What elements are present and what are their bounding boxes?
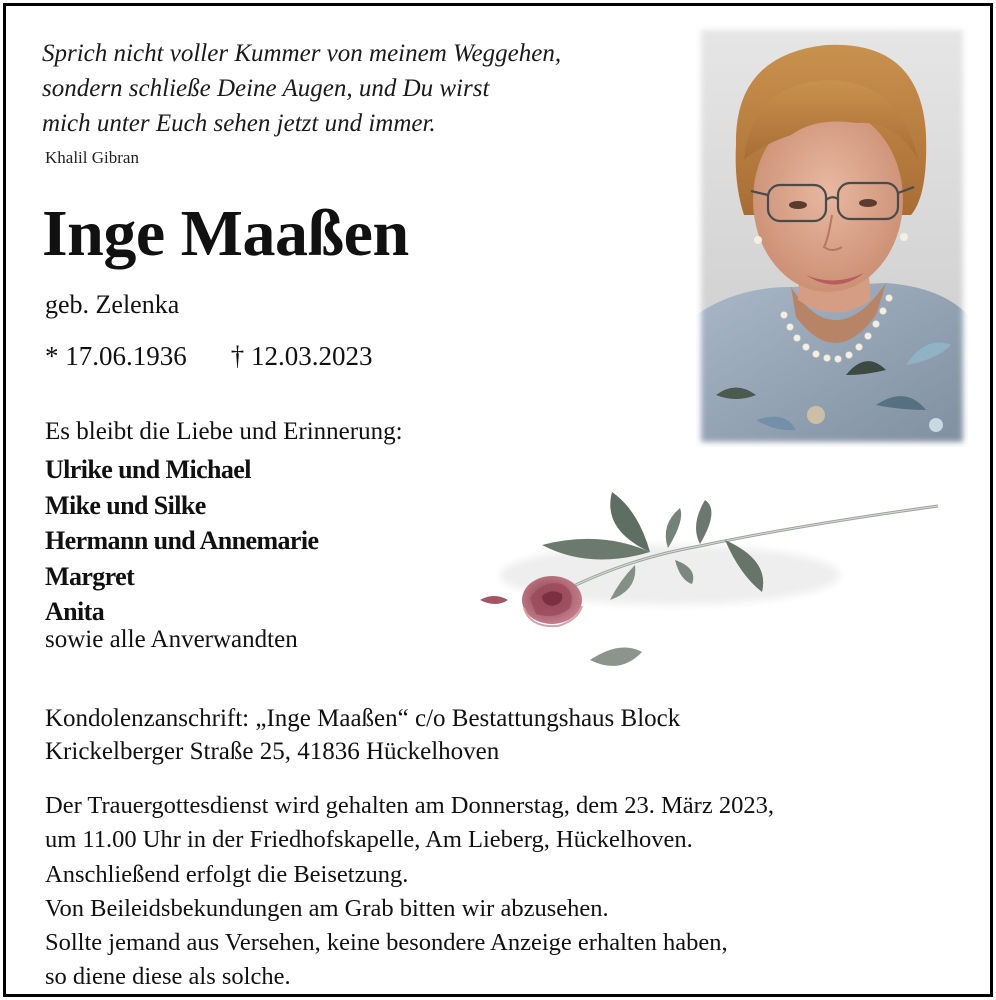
quote-line: sondern schließe Deine Augen, und Du wirst [42, 75, 490, 102]
portrait-photo [696, 25, 968, 447]
mourners-closing: sowie alle Anverwandten [45, 626, 298, 653]
birth-name: geb. Zelenka [45, 290, 180, 319]
condolence-line: Krickelberger Straße 25, 41836 Hückelhoven [45, 738, 500, 765]
condolence-address [45, 702, 680, 768]
mourners-list [45, 452, 318, 630]
rose-icon [470, 480, 950, 680]
quote [42, 36, 682, 141]
service-line: Von Beileidsbekundungen am Grab bitten wir abzusehen. [45, 894, 609, 922]
mourner-name: Anita [45, 597, 105, 626]
mourner-name: Ulrike und Michael [45, 455, 251, 484]
quote-line: mich unter Euch sehen jetzt und immer. [42, 110, 436, 137]
service-line: um 11.00 Uhr in der Friedhofskapelle, Am Lieberg, Hückelhoven. [45, 826, 693, 854]
service-line: Anschließend erfolgt die Beisetzung. [45, 860, 409, 888]
service-line: so diene diese als solche. [45, 963, 291, 991]
mourner-name: Margret [45, 561, 135, 591]
service-line: Sollte jemand aus Versehen, keine besondere Anzeige erhalten haben, [45, 929, 728, 957]
mourner-name: Mike und Silke [45, 490, 206, 520]
mourner-name: Hermann und Annemarie [45, 526, 319, 555]
mourners-intro: Es bleibt die Liebe und Erinnerung: [45, 418, 403, 445]
birth-date: * 17.06.1936 [45, 341, 187, 371]
deceased-name: Inge Maaßen [42, 197, 409, 270]
quote-author: Khalil Gibran [45, 148, 139, 167]
service-line: Der Trauergottesdienst wird gehalten am Donnerstag, dem 23. März 2023, [45, 792, 774, 819]
life-dates [45, 341, 373, 372]
quote-line: Sprich nicht voller Kummer von meinem Weggehen, [42, 40, 562, 67]
service-info [45, 789, 945, 995]
death-date: † 12.03.2023 [230, 341, 373, 371]
condolence-line: Kondolenzanschrift: „Inge Maaßen“ c/o Bestattungshaus Block [45, 705, 681, 732]
